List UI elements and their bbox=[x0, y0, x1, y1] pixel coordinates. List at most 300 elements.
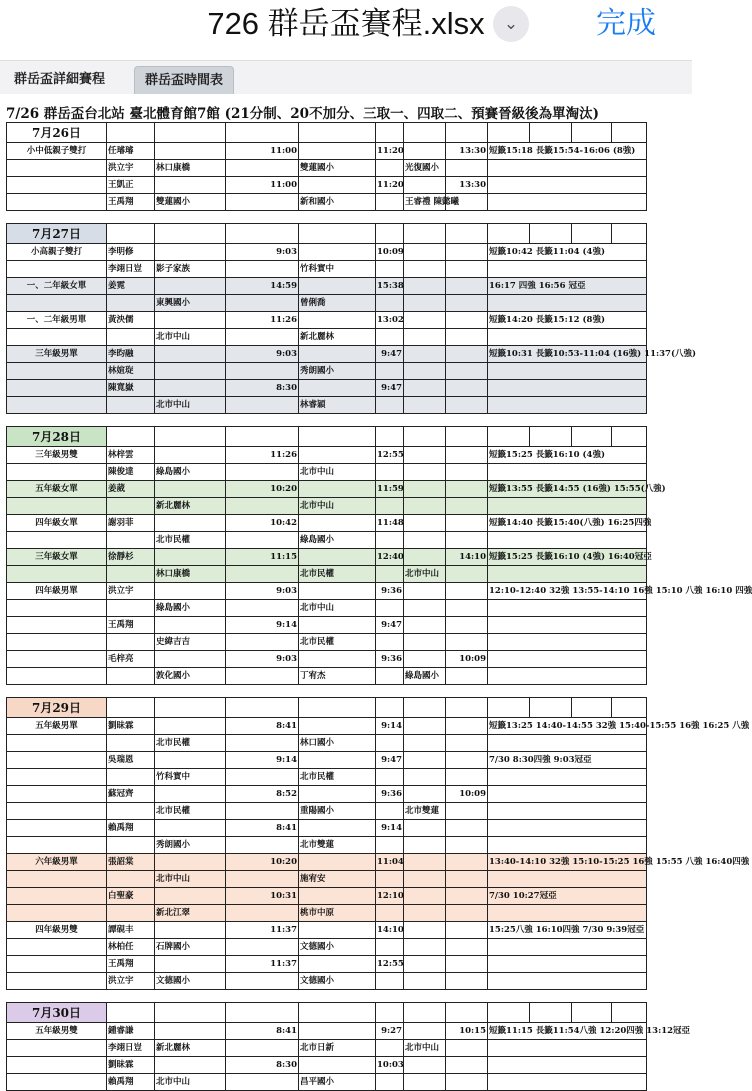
time-cell[interactable]: 9:14 bbox=[376, 820, 404, 837]
time-cell[interactable]: 14:10 bbox=[446, 549, 488, 566]
time-cell[interactable] bbox=[446, 956, 488, 973]
time-cell[interactable]: 8:41 bbox=[226, 718, 299, 735]
time-cell[interactable]: 11:15 bbox=[226, 549, 299, 566]
school-cell[interactable]: 北市民權 bbox=[155, 532, 226, 549]
player-name-cell[interactable]: 吳瑞恩 bbox=[107, 752, 155, 769]
event-cell[interactable] bbox=[7, 939, 107, 956]
school-cell[interactable] bbox=[404, 939, 446, 956]
empty-cell[interactable] bbox=[446, 698, 488, 718]
school-cell[interactable] bbox=[404, 735, 446, 752]
school-cell[interactable] bbox=[155, 143, 226, 160]
school-cell[interactable] bbox=[299, 346, 376, 363]
school-cell[interactable]: 丁宥杰 bbox=[299, 668, 376, 685]
empty-cell[interactable] bbox=[446, 123, 488, 143]
time-cell[interactable]: 8:30 bbox=[226, 1057, 299, 1074]
note-cell[interactable]: 7/30 8:30四強 9:03冠亞 bbox=[488, 752, 647, 769]
time-cell[interactable] bbox=[446, 871, 488, 888]
time-cell[interactable] bbox=[376, 905, 404, 922]
note-cell[interactable] bbox=[488, 295, 647, 312]
time-cell[interactable] bbox=[446, 905, 488, 922]
school-cell[interactable] bbox=[404, 871, 446, 888]
player-name-cell[interactable] bbox=[107, 532, 155, 549]
school-cell[interactable]: 石牌國小 bbox=[155, 939, 226, 956]
school-cell[interactable]: 北市民權 bbox=[299, 566, 376, 583]
time-cell[interactable] bbox=[376, 566, 404, 583]
empty-cell[interactable] bbox=[530, 1003, 572, 1023]
time-cell[interactable] bbox=[446, 295, 488, 312]
note-cell[interactable]: 12:10-12:40 32強 13:55-14:10 16強 15:10 八強 16:10 四強 bbox=[488, 583, 647, 600]
school-cell[interactable] bbox=[404, 363, 446, 380]
school-cell[interactable] bbox=[155, 380, 226, 397]
time-cell[interactable]: 11:37 bbox=[226, 922, 299, 939]
school-cell[interactable] bbox=[155, 1057, 226, 1074]
school-cell[interactable] bbox=[155, 481, 226, 498]
school-cell[interactable]: 重陽國小 bbox=[299, 803, 376, 820]
school-cell[interactable]: 綠島國小 bbox=[404, 668, 446, 685]
time-cell[interactable] bbox=[446, 617, 488, 634]
school-cell[interactable] bbox=[404, 397, 446, 414]
empty-cell[interactable] bbox=[612, 698, 647, 718]
event-cell[interactable]: 小高親子雙打 bbox=[7, 244, 107, 261]
time-cell[interactable]: 9:14 bbox=[226, 617, 299, 634]
school-cell[interactable] bbox=[404, 854, 446, 871]
school-cell[interactable] bbox=[299, 244, 376, 261]
empty-cell[interactable] bbox=[107, 224, 155, 244]
empty-cell[interactable] bbox=[572, 1003, 612, 1023]
time-cell[interactable] bbox=[226, 769, 299, 786]
event-cell[interactable] bbox=[7, 329, 107, 346]
time-cell[interactable] bbox=[446, 1074, 488, 1091]
player-name-cell[interactable]: 王禹翔 bbox=[107, 617, 155, 634]
note-cell[interactable] bbox=[488, 905, 647, 922]
time-cell[interactable] bbox=[376, 329, 404, 346]
event-cell[interactable] bbox=[7, 956, 107, 973]
player-name-cell[interactable]: 洪立宇 bbox=[107, 973, 155, 990]
player-name-cell[interactable]: 劉昧霖 bbox=[107, 1057, 155, 1074]
empty-cell[interactable] bbox=[107, 698, 155, 718]
time-cell[interactable] bbox=[446, 244, 488, 261]
time-cell[interactable]: 12:10 bbox=[376, 888, 404, 905]
event-cell[interactable]: 五年級女單 bbox=[7, 481, 107, 498]
note-cell[interactable] bbox=[488, 566, 647, 583]
note-cell[interactable] bbox=[488, 939, 647, 956]
time-cell[interactable] bbox=[446, 803, 488, 820]
note-cell[interactable] bbox=[488, 820, 647, 837]
player-name-cell[interactable] bbox=[107, 837, 155, 854]
school-cell[interactable]: 新和國小 bbox=[299, 194, 376, 211]
player-name-cell[interactable]: 李昀融 bbox=[107, 346, 155, 363]
empty-cell[interactable] bbox=[612, 224, 647, 244]
event-cell[interactable] bbox=[7, 1057, 107, 1074]
time-cell[interactable] bbox=[446, 481, 488, 498]
school-cell[interactable]: 雙蓮國小 bbox=[299, 160, 376, 177]
time-cell[interactable] bbox=[226, 295, 299, 312]
empty-cell[interactable] bbox=[376, 224, 404, 244]
time-cell[interactable]: 10:20 bbox=[226, 854, 299, 871]
empty-cell[interactable] bbox=[155, 698, 226, 718]
event-cell[interactable] bbox=[7, 397, 107, 414]
school-cell[interactable] bbox=[404, 464, 446, 481]
note-cell[interactable] bbox=[488, 329, 647, 346]
time-cell[interactable]: 11:00 bbox=[226, 143, 299, 160]
note-cell[interactable]: 短籤15:25 長籤16:10 (4強) 16:40冠亞 bbox=[488, 549, 647, 566]
school-cell[interactable] bbox=[299, 312, 376, 329]
school-cell[interactable]: 北市日新 bbox=[299, 1040, 376, 1057]
time-cell[interactable] bbox=[446, 583, 488, 600]
school-cell[interactable] bbox=[404, 973, 446, 990]
player-name-cell[interactable]: 王凱正 bbox=[107, 177, 155, 194]
time-cell[interactable] bbox=[446, 329, 488, 346]
time-cell[interactable] bbox=[376, 498, 404, 515]
empty-cell[interactable] bbox=[155, 427, 226, 447]
event-cell[interactable]: 五年級男雙 bbox=[7, 1023, 107, 1040]
school-cell[interactable] bbox=[404, 752, 446, 769]
time-cell[interactable]: 11:48 bbox=[376, 515, 404, 532]
time-cell[interactable]: 9:03 bbox=[226, 244, 299, 261]
day-date-cell[interactable]: 7月30日 bbox=[7, 1003, 107, 1023]
time-cell[interactable] bbox=[446, 346, 488, 363]
school-cell[interactable] bbox=[404, 651, 446, 668]
school-cell[interactable]: 文德國小 bbox=[299, 973, 376, 990]
school-cell[interactable] bbox=[299, 481, 376, 498]
time-cell[interactable] bbox=[446, 820, 488, 837]
empty-cell[interactable] bbox=[530, 123, 572, 143]
note-cell[interactable] bbox=[488, 1057, 647, 1074]
time-cell[interactable]: 12:40 bbox=[376, 549, 404, 566]
school-cell[interactable]: 竹科實中 bbox=[299, 261, 376, 278]
time-cell[interactable] bbox=[446, 515, 488, 532]
player-name-cell[interactable]: 徐靜杉 bbox=[107, 549, 155, 566]
school-cell[interactable] bbox=[404, 583, 446, 600]
time-cell[interactable]: 11:04 bbox=[376, 854, 404, 871]
time-cell[interactable]: 8:52 bbox=[226, 786, 299, 803]
time-cell[interactable]: 10:03 bbox=[376, 1057, 404, 1074]
time-cell[interactable] bbox=[376, 1040, 404, 1057]
school-cell[interactable]: 北市民權 bbox=[155, 803, 226, 820]
time-cell[interactable] bbox=[376, 600, 404, 617]
event-cell[interactable] bbox=[7, 566, 107, 583]
school-cell[interactable] bbox=[404, 1057, 446, 1074]
empty-cell[interactable] bbox=[404, 123, 446, 143]
time-cell[interactable]: 10:20 bbox=[226, 481, 299, 498]
time-cell[interactable]: 8:41 bbox=[226, 820, 299, 837]
empty-cell[interactable] bbox=[299, 698, 376, 718]
school-cell[interactable]: 史緯吉吉 bbox=[155, 634, 226, 651]
empty-cell[interactable] bbox=[612, 427, 647, 447]
event-cell[interactable] bbox=[7, 651, 107, 668]
school-cell[interactable]: 北市中山 bbox=[155, 397, 226, 414]
school-cell[interactable] bbox=[155, 177, 226, 194]
note-cell[interactable] bbox=[488, 837, 647, 854]
school-cell[interactable] bbox=[404, 312, 446, 329]
note-cell[interactable]: 短籤13:55 長籤14:55 (16強) 15:55(八強) bbox=[488, 481, 647, 498]
empty-cell[interactable] bbox=[155, 224, 226, 244]
school-cell[interactable]: 北市雙蓮 bbox=[299, 837, 376, 854]
note-cell[interactable]: 短籤14:40 長籤15:40(八強) 16:25四強 bbox=[488, 515, 647, 532]
event-cell[interactable] bbox=[7, 600, 107, 617]
school-cell[interactable] bbox=[404, 888, 446, 905]
player-name-cell[interactable]: 劉昧霖 bbox=[107, 718, 155, 735]
time-cell[interactable] bbox=[376, 735, 404, 752]
note-cell[interactable]: 短籤15:25 長籤16:10 (4強) bbox=[488, 447, 647, 464]
school-cell[interactable]: 影子家族 bbox=[155, 261, 226, 278]
time-cell[interactable] bbox=[226, 973, 299, 990]
event-cell[interactable] bbox=[7, 380, 107, 397]
time-cell[interactable] bbox=[226, 634, 299, 651]
school-cell[interactable] bbox=[404, 380, 446, 397]
time-cell[interactable] bbox=[376, 1074, 404, 1091]
school-cell[interactable] bbox=[155, 922, 226, 939]
time-cell[interactable] bbox=[446, 498, 488, 515]
time-cell[interactable] bbox=[446, 464, 488, 481]
empty-cell[interactable] bbox=[530, 698, 572, 718]
time-cell[interactable] bbox=[446, 447, 488, 464]
empty-cell[interactable] bbox=[376, 698, 404, 718]
event-cell[interactable]: 四年級男單 bbox=[7, 583, 107, 600]
player-name-cell[interactable]: 姜葳 bbox=[107, 481, 155, 498]
school-cell[interactable] bbox=[299, 447, 376, 464]
player-name-cell[interactable]: 毛梓亮 bbox=[107, 651, 155, 668]
event-cell[interactable] bbox=[7, 769, 107, 786]
school-cell[interactable] bbox=[299, 854, 376, 871]
school-cell[interactable]: 文德國小 bbox=[299, 939, 376, 956]
school-cell[interactable]: 綠島國小 bbox=[155, 600, 226, 617]
note-cell[interactable]: 短籤11:15 長籤11:54八強 12:20四強 13:12冠亞 bbox=[488, 1023, 647, 1040]
school-cell[interactable]: 新北麗林 bbox=[155, 498, 226, 515]
school-cell[interactable] bbox=[404, 617, 446, 634]
player-name-cell[interactable] bbox=[107, 871, 155, 888]
time-cell[interactable] bbox=[226, 329, 299, 346]
time-cell[interactable] bbox=[226, 532, 299, 549]
player-name-cell[interactable]: 王禹翔 bbox=[107, 194, 155, 211]
empty-cell[interactable] bbox=[488, 224, 530, 244]
note-cell[interactable] bbox=[488, 397, 647, 414]
player-name-cell[interactable]: 賴禹翔 bbox=[107, 1074, 155, 1091]
empty-cell[interactable] bbox=[376, 427, 404, 447]
time-cell[interactable]: 10:09 bbox=[446, 786, 488, 803]
player-name-cell[interactable]: 張詔棠 bbox=[107, 854, 155, 871]
school-cell[interactable] bbox=[404, 718, 446, 735]
done-button[interactable]: 完成 bbox=[596, 6, 656, 41]
empty-cell[interactable] bbox=[404, 427, 446, 447]
time-cell[interactable]: 10:09 bbox=[446, 651, 488, 668]
school-cell[interactable] bbox=[404, 295, 446, 312]
school-cell[interactable]: 北市中山 bbox=[404, 1040, 446, 1057]
time-cell[interactable] bbox=[226, 194, 299, 211]
time-cell[interactable]: 9:47 bbox=[376, 617, 404, 634]
empty-cell[interactable] bbox=[107, 123, 155, 143]
time-cell[interactable] bbox=[376, 295, 404, 312]
empty-cell[interactable] bbox=[226, 698, 299, 718]
event-cell[interactable] bbox=[7, 160, 107, 177]
school-cell[interactable] bbox=[299, 922, 376, 939]
time-cell[interactable]: 10:15 bbox=[446, 1023, 488, 1040]
school-cell[interactable]: 昌平國小 bbox=[299, 1074, 376, 1091]
empty-cell[interactable] bbox=[446, 1003, 488, 1023]
event-cell[interactable] bbox=[7, 1040, 107, 1057]
school-cell[interactable] bbox=[404, 905, 446, 922]
note-cell[interactable]: 短籤15:18 長籤15:54-16:06 (8強) bbox=[488, 143, 647, 160]
time-cell[interactable] bbox=[226, 464, 299, 481]
school-cell[interactable] bbox=[404, 1023, 446, 1040]
time-cell[interactable] bbox=[376, 194, 404, 211]
empty-cell[interactable] bbox=[376, 123, 404, 143]
event-cell[interactable] bbox=[7, 464, 107, 481]
time-cell[interactable]: 9:03 bbox=[226, 651, 299, 668]
time-cell[interactable]: 13:30 bbox=[446, 177, 488, 194]
time-cell[interactable] bbox=[446, 752, 488, 769]
note-cell[interactable]: 短籤13:25 14:40-14:55 32強 15:40-15:55 16強 16:25 八強 bbox=[488, 718, 647, 735]
tab-timetable[interactable]: 群岳盃時間表 bbox=[134, 66, 234, 95]
school-cell[interactable] bbox=[404, 549, 446, 566]
school-cell[interactable]: 北市中山 bbox=[155, 871, 226, 888]
time-cell[interactable]: 11:59 bbox=[376, 481, 404, 498]
time-cell[interactable] bbox=[226, 735, 299, 752]
empty-cell[interactable] bbox=[226, 224, 299, 244]
school-cell[interactable] bbox=[404, 481, 446, 498]
time-cell[interactable] bbox=[376, 803, 404, 820]
time-cell[interactable]: 11:37 bbox=[226, 956, 299, 973]
school-cell[interactable] bbox=[299, 752, 376, 769]
school-cell[interactable] bbox=[155, 312, 226, 329]
school-cell[interactable]: 北市民權 bbox=[299, 634, 376, 651]
school-cell[interactable] bbox=[404, 634, 446, 651]
event-cell[interactable] bbox=[7, 498, 107, 515]
player-name-cell[interactable] bbox=[107, 566, 155, 583]
time-cell[interactable]: 11:26 bbox=[226, 312, 299, 329]
school-cell[interactable]: 北市中山 bbox=[155, 329, 226, 346]
note-cell[interactable] bbox=[488, 668, 647, 685]
school-cell[interactable]: 北市民權 bbox=[155, 735, 226, 752]
time-cell[interactable] bbox=[226, 261, 299, 278]
note-cell[interactable] bbox=[488, 617, 647, 634]
note-cell[interactable]: 短籤14:20 長籤15:12 (8強) bbox=[488, 312, 647, 329]
time-cell[interactable] bbox=[226, 397, 299, 414]
note-cell[interactable] bbox=[488, 498, 647, 515]
event-cell[interactable] bbox=[7, 803, 107, 820]
day-date-cell[interactable]: 7月27日 bbox=[7, 224, 107, 244]
time-cell[interactable] bbox=[376, 871, 404, 888]
school-cell[interactable]: 林口康橋 bbox=[155, 160, 226, 177]
empty-cell[interactable] bbox=[155, 1003, 226, 1023]
school-cell[interactable]: 林口國小 bbox=[299, 735, 376, 752]
event-cell[interactable]: 三年級男單 bbox=[7, 346, 107, 363]
time-cell[interactable] bbox=[376, 532, 404, 549]
school-cell[interactable] bbox=[299, 177, 376, 194]
time-cell[interactable]: 11:00 bbox=[226, 177, 299, 194]
school-cell[interactable]: 新北麗林 bbox=[299, 329, 376, 346]
event-cell[interactable] bbox=[7, 820, 107, 837]
player-name-cell[interactable]: 林柏任 bbox=[107, 939, 155, 956]
time-cell[interactable]: 9:47 bbox=[376, 346, 404, 363]
event-cell[interactable] bbox=[7, 177, 107, 194]
school-cell[interactable] bbox=[404, 329, 446, 346]
empty-cell[interactable] bbox=[107, 427, 155, 447]
school-cell[interactable] bbox=[299, 380, 376, 397]
school-cell[interactable] bbox=[299, 956, 376, 973]
time-cell[interactable] bbox=[446, 668, 488, 685]
time-cell[interactable] bbox=[376, 464, 404, 481]
empty-cell[interactable] bbox=[155, 123, 226, 143]
time-cell[interactable]: 9:03 bbox=[226, 346, 299, 363]
time-cell[interactable] bbox=[226, 363, 299, 380]
tab-detailed-schedule[interactable]: 群岳盃詳細賽程 bbox=[14, 72, 106, 87]
time-cell[interactable] bbox=[376, 668, 404, 685]
event-cell[interactable] bbox=[7, 973, 107, 990]
note-cell[interactable]: 13:40-14:10 32強 15:10-15:25 16強 15:55 八強 16:40四強 bbox=[488, 854, 647, 871]
time-cell[interactable] bbox=[376, 634, 404, 651]
player-name-cell[interactable] bbox=[107, 769, 155, 786]
time-cell[interactable]: 12:55 bbox=[376, 956, 404, 973]
time-cell[interactable]: 14:59 bbox=[226, 278, 299, 295]
note-cell[interactable] bbox=[488, 177, 647, 194]
player-name-cell[interactable]: 姜霓 bbox=[107, 278, 155, 295]
time-cell[interactable] bbox=[226, 1040, 299, 1057]
note-cell[interactable]: 短籤10:31 長籤10:53-11:04 (16強) 11:37(八強) bbox=[488, 346, 647, 363]
player-name-cell[interactable]: 李翊日豈 bbox=[107, 1040, 155, 1057]
time-cell[interactable] bbox=[226, 939, 299, 956]
time-cell[interactable] bbox=[226, 837, 299, 854]
event-cell[interactable] bbox=[7, 668, 107, 685]
chevron-down-icon[interactable]: ⌄ bbox=[493, 6, 529, 42]
player-name-cell[interactable]: 黃泱儒 bbox=[107, 312, 155, 329]
event-cell[interactable] bbox=[7, 837, 107, 854]
school-cell[interactable] bbox=[155, 854, 226, 871]
player-name-cell[interactable] bbox=[107, 295, 155, 312]
school-cell[interactable]: 北市雙蓮 bbox=[404, 803, 446, 820]
player-name-cell[interactable] bbox=[107, 735, 155, 752]
school-cell[interactable]: 新北麗林 bbox=[155, 1040, 226, 1057]
note-cell[interactable] bbox=[488, 735, 647, 752]
school-cell[interactable] bbox=[404, 769, 446, 786]
event-cell[interactable] bbox=[7, 735, 107, 752]
empty-cell[interactable] bbox=[446, 224, 488, 244]
school-cell[interactable] bbox=[155, 1023, 226, 1040]
time-cell[interactable] bbox=[446, 837, 488, 854]
school-cell[interactable] bbox=[299, 1057, 376, 1074]
event-cell[interactable] bbox=[7, 905, 107, 922]
school-cell[interactable] bbox=[155, 718, 226, 735]
time-cell[interactable] bbox=[446, 397, 488, 414]
school-cell[interactable] bbox=[404, 498, 446, 515]
empty-cell[interactable] bbox=[376, 1003, 404, 1023]
time-cell[interactable] bbox=[376, 363, 404, 380]
time-cell[interactable] bbox=[376, 261, 404, 278]
time-cell[interactable] bbox=[446, 634, 488, 651]
school-cell[interactable] bbox=[404, 278, 446, 295]
time-cell[interactable]: 9:47 bbox=[376, 380, 404, 397]
time-cell[interactable] bbox=[226, 498, 299, 515]
player-name-cell[interactable]: 陳俊達 bbox=[107, 464, 155, 481]
empty-cell[interactable] bbox=[404, 1003, 446, 1023]
note-cell[interactable] bbox=[488, 464, 647, 481]
empty-cell[interactable] bbox=[612, 1003, 647, 1023]
event-cell[interactable]: 四年級女單 bbox=[7, 515, 107, 532]
note-cell[interactable] bbox=[488, 363, 647, 380]
school-cell[interactable]: 北市民權 bbox=[299, 769, 376, 786]
time-cell[interactable] bbox=[226, 160, 299, 177]
time-cell[interactable]: 9:03 bbox=[226, 583, 299, 600]
empty-cell[interactable] bbox=[404, 698, 446, 718]
note-cell[interactable] bbox=[488, 1040, 647, 1057]
school-cell[interactable] bbox=[155, 346, 226, 363]
player-name-cell[interactable] bbox=[107, 397, 155, 414]
note-cell[interactable] bbox=[488, 973, 647, 990]
player-name-cell[interactable] bbox=[107, 329, 155, 346]
time-cell[interactable] bbox=[226, 905, 299, 922]
empty-cell[interactable] bbox=[226, 427, 299, 447]
player-name-cell[interactable]: 林媗琁 bbox=[107, 363, 155, 380]
